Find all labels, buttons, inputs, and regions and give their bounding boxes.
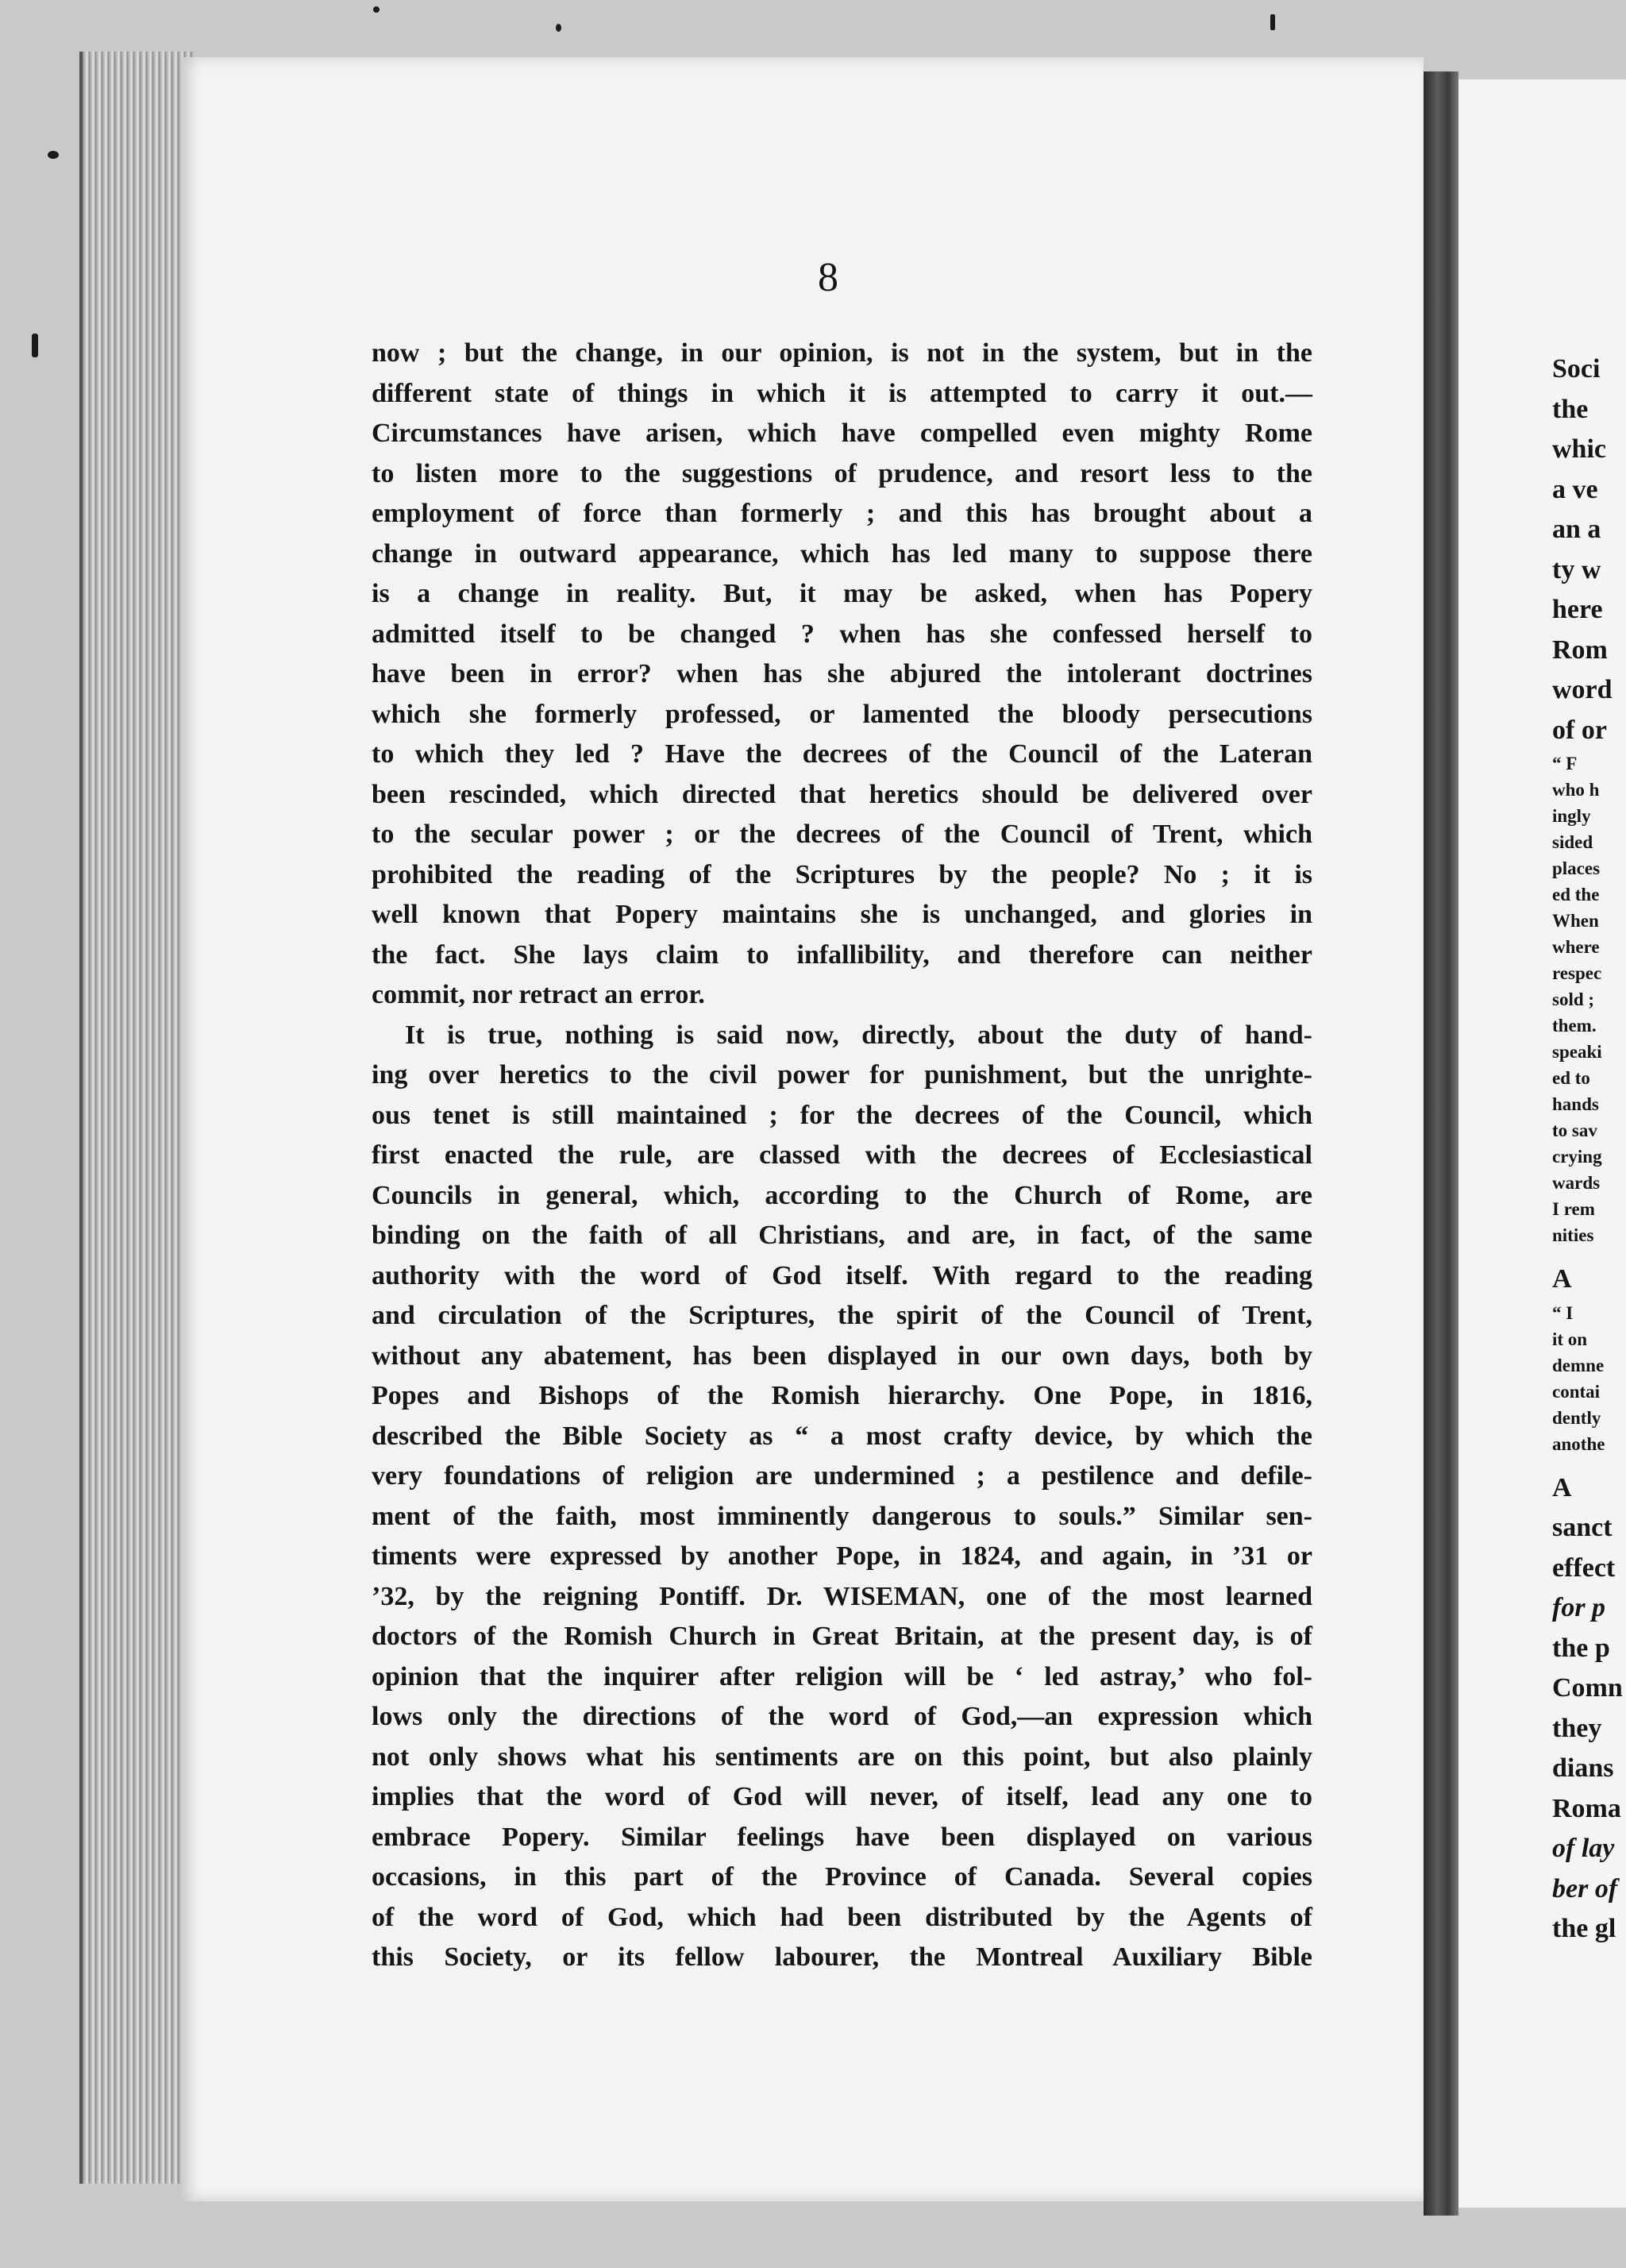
text-line: embrace Popery. Similar feelings have been displayed on various: [372, 1822, 1312, 1852]
facing-text-fragment: I rem: [1552, 1199, 1595, 1219]
text-line: been rescinded, which directed that heretics should be delivered over: [372, 779, 1312, 809]
facing-text-fragment: places: [1552, 858, 1601, 878]
text-line: described the Bible Society as “ a most crafty device, by which the: [372, 1421, 1312, 1451]
text-line: to listen more to the suggestions of prudence, and resort less to the: [372, 458, 1312, 488]
facing-text-fragment: word: [1552, 675, 1613, 704]
scan-speck: [556, 24, 561, 32]
text-line: well known that Popery maintains she is unchanged, and glories in: [372, 900, 1312, 929]
page-number: 8: [818, 255, 838, 300]
facing-text-fragment: the gl: [1552, 1914, 1616, 1943]
facing-text-fragment: whic: [1552, 434, 1606, 464]
text-line: change in outward appearance, which has led many to suppose there: [372, 538, 1312, 569]
text-line: to the secular power ; or the decrees of the Council of Trent, which: [372, 820, 1312, 849]
facing-text-fragment: ed to: [1552, 1068, 1590, 1088]
text-line: authority with the word of God itself. With regard to the reading: [372, 1260, 1312, 1290]
text-line: It is true, nothing is said now, directly, about the duty of hand-: [405, 1020, 1312, 1050]
facing-text-fragment: Comn: [1552, 1673, 1623, 1703]
facing-text-fragment: contai: [1552, 1381, 1601, 1402]
text-line: different state of things in which it is attempted to carry it out.—: [372, 378, 1312, 408]
facing-text-fragment: effect: [1552, 1552, 1616, 1583]
facing-text-fragment: demne: [1552, 1355, 1605, 1375]
text-line: implies that the word of God will never, of itself, lead any one to: [372, 1782, 1312, 1811]
text-line: binding on the faith of all Christians, and are, in fact, of the same: [372, 1221, 1312, 1250]
text-line: Popes and Bishops of the Romish hierarchy. One Pope, in 1816,: [372, 1381, 1312, 1410]
facing-text-fragment: where: [1552, 937, 1600, 957]
text-line: ’32, by the reigning Pontiff. Dr. WISEMAN, one of the most learned: [372, 1581, 1312, 1611]
scan-speck: [32, 334, 38, 357]
facing-text-fragment: it on: [1552, 1329, 1588, 1349]
text-line: which she formerly professed, or lamented the bloody persecutions: [372, 699, 1312, 729]
facing-page-text: [1552, 349, 1626, 1950]
text-line: not only shows what his sentiments are on this point, but also plainly: [372, 1742, 1312, 1772]
facing-text-fragment: ed the: [1552, 885, 1600, 904]
facing-text-fragment: of lay: [1552, 1834, 1615, 1863]
facing-text-fragment: speaki: [1552, 1042, 1602, 1062]
text-line: of the word of God, which had been distributed by the Agents of: [372, 1902, 1312, 1932]
facing-text-fragment: sided: [1552, 832, 1593, 852]
facing-text-fragment: When: [1552, 911, 1599, 931]
facing-text-fragment: here: [1552, 595, 1603, 624]
scan-speck: [373, 6, 380, 13]
facing-text-fragment: they: [1552, 1713, 1602, 1743]
text-line: opinion that the inquirer after religion will be ‘ led astray,’ who fol-: [372, 1661, 1312, 1691]
facing-text-fragment: dians: [1552, 1753, 1614, 1783]
text-line: first enacted the rule, are classed with the decrees of Ecclesiastical: [372, 1140, 1312, 1170]
facing-text-fragment: the p: [1552, 1633, 1610, 1663]
text-line: lows only the directions of the word of God,—an expression which: [372, 1702, 1312, 1731]
facing-text-fragment: wards: [1552, 1173, 1601, 1193]
text-line: ous tenet is still maintained ; for the decrees of the Council, which: [372, 1100, 1312, 1130]
facing-text-fragment: ty w: [1552, 554, 1601, 584]
facing-text-fragment: an a: [1552, 515, 1601, 544]
text-line: is a change in reality. But, it may be asked, when has Popery: [372, 579, 1312, 608]
book-binding-gutter: [1424, 71, 1458, 2216]
facing-text-fragment: dently: [1552, 1407, 1601, 1428]
text-line: doctors of the Romish Church in Great Britain, at the present day, is of: [372, 1622, 1312, 1651]
facing-text-fragment: A: [1552, 1472, 1572, 1502]
scan-speck: [1270, 14, 1275, 30]
facing-text-fragment: “ F: [1552, 754, 1578, 773]
text-line: have been in error? when has she abjured the intolerant doctrines: [372, 659, 1312, 688]
text-line: Circumstances have arisen, which have compelled even mighty Rome: [372, 418, 1312, 448]
facing-text-fragment: Roma: [1552, 1793, 1621, 1823]
text-line: ing over heretics to the civil power for punishment, but the unrighte-: [372, 1060, 1312, 1090]
text-line: timents were expressed by another Pope, in 1824, and again, in ’31 or: [372, 1541, 1312, 1571]
facing-text-fragment: anothe: [1552, 1433, 1605, 1454]
text-line: ment of the faith, most imminently dangerous to souls.” Similar sen-: [372, 1501, 1312, 1531]
text-line: the fact. She lays claim to infallibility, and therefore can neither: [372, 939, 1312, 970]
facing-text-fragment: them.: [1552, 1016, 1597, 1036]
text-line: admitted itself to be changed ? when has she confessed herself to: [372, 619, 1312, 649]
text-line: commit, nor retract an error.: [372, 980, 705, 1009]
scan-speck: [48, 151, 59, 159]
facing-text-fragment: nities: [1552, 1225, 1594, 1245]
facing-text-fragment: of or: [1552, 715, 1607, 745]
text-line: prohibited the reading of the Scriptures by the people? No ; it is: [372, 859, 1312, 889]
text-line: to which they led ? Have the decrees of the Council of the Lateran: [372, 739, 1312, 769]
facing-text-fragment: who h: [1552, 780, 1600, 800]
facing-text-fragment: Soci: [1552, 354, 1601, 384]
facing-text-fragment: crying: [1552, 1147, 1602, 1167]
facing-text-fragment: hands: [1552, 1094, 1599, 1114]
facing-text-fragment: Rom: [1552, 634, 1608, 665]
text-line: without any abatement, has been displayed in our own days, both by: [372, 1340, 1312, 1371]
text-line: and circulation of the Scriptures, the spirit of the Council of Trent,: [372, 1301, 1312, 1330]
text-line: now ; but the change, in our opinion, is not in the system, but in the: [372, 338, 1312, 368]
text-line: Councils in general, which, according to the Church of Rome, are: [372, 1180, 1312, 1210]
facing-text-fragment: sold ;: [1552, 989, 1595, 1009]
facing-text-fragment: the: [1552, 394, 1589, 424]
facing-text-fragment: a ve: [1552, 474, 1598, 504]
facing-text-fragment: sanct: [1552, 1513, 1613, 1542]
page-body-text: [372, 334, 1312, 1978]
facing-text-fragment: “ I: [1552, 1302, 1574, 1323]
facing-text-fragment: ingly: [1552, 806, 1591, 826]
facing-text-fragment: respec: [1552, 963, 1602, 983]
facing-text-fragment: for p: [1552, 1593, 1606, 1622]
facing-text-fragment: to sav: [1552, 1120, 1597, 1140]
text-line: very foundations of religion are undermined ; a pestilence and defile-: [372, 1461, 1312, 1491]
facing-text-fragment: ber of: [1552, 1873, 1618, 1904]
text-line: this Society, or its fellow labourer, the Montreal Auxiliary Bible: [372, 1942, 1312, 1972]
text-line: employment of force than formerly ; and this has brought about a: [372, 499, 1312, 528]
text-line: occasions, in this part of the Province of Canada. Several copies: [372, 1862, 1312, 1892]
page-edges: [79, 52, 194, 2184]
facing-text-fragment: A: [1552, 1264, 1572, 1294]
